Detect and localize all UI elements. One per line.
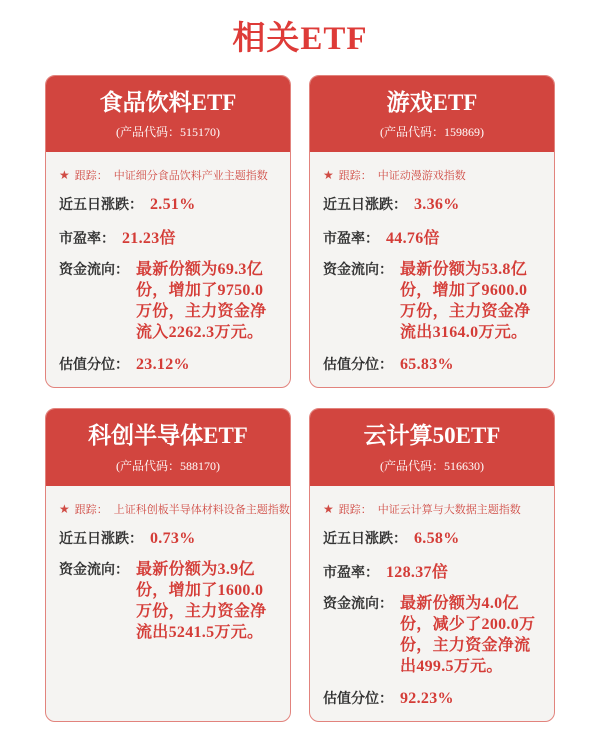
page-title: 相关ETF xyxy=(232,19,368,57)
pe-label: 市盈率： xyxy=(323,563,379,580)
card-title: 科创半导体ETF xyxy=(88,422,248,449)
change-5d-row xyxy=(323,528,541,548)
tracking-index: 中证动漫游戏指数 xyxy=(377,170,466,183)
etf-card-food-beverage xyxy=(45,75,291,388)
card-product-code: (产品代码：588170) xyxy=(115,458,220,473)
change-5d-value: 2.51% xyxy=(150,196,196,214)
card-title: 云计算50ETF xyxy=(363,422,501,449)
valuation-label: 估值分位： xyxy=(59,356,129,373)
card-product-code: (产品代码：516630) xyxy=(379,458,484,473)
tracking-label: 跟踪： xyxy=(338,170,372,183)
valuation-label: 估值分位： xyxy=(323,689,393,706)
fund-flow-value: 最新份额为53.8亿份，增加了9600.0万份，主力资金净流出3164.0万元。 xyxy=(400,261,531,342)
pe-label: 市盈率： xyxy=(323,230,379,247)
tracking-row xyxy=(323,167,541,183)
change-5d-label: 近五日涨跌： xyxy=(323,196,407,213)
card-body xyxy=(46,486,290,656)
pe-value: 128.37倍 xyxy=(386,563,449,581)
fund-flow-row xyxy=(323,593,541,677)
fund-flow-row xyxy=(59,559,277,643)
fund-flow-row xyxy=(59,259,277,343)
fund-flow-value: 最新份额为69.3亿份，增加了9750.0万份，主力资金净流入2262.3万元。 xyxy=(136,261,267,342)
tracking-index: 上证科创板半导体材料设备主题指数 xyxy=(113,503,290,516)
fund-flow-label: 资金流向： xyxy=(59,261,129,278)
change-5d-value: 3.36% xyxy=(414,196,460,214)
tracking-index: 中证云计算与大数据主题指数 xyxy=(377,503,521,516)
card-product-code: (产品代码：515170) xyxy=(115,125,220,140)
card-title: 游戏ETF xyxy=(386,89,478,115)
change-5d-row xyxy=(59,528,277,548)
fund-flow-value: 最新份额为4.0亿份，减少了200.0万份，主力资金净流出499.5万元。 xyxy=(400,594,536,675)
change-5d-value: 0.73% xyxy=(150,529,196,547)
change-5d-row xyxy=(59,194,277,214)
change-5d-label: 近五日涨跌： xyxy=(323,529,407,546)
tracking-label: 跟踪： xyxy=(74,170,108,183)
card-body xyxy=(310,152,554,387)
etf-card-game xyxy=(309,75,555,388)
tracking-index: 中证细分食品饮料产业主题指数 xyxy=(113,170,268,183)
change-5d-label: 近五日涨跌： xyxy=(59,529,143,546)
valuation-value: 23.12% xyxy=(136,356,190,374)
star-icon: ★ xyxy=(59,501,70,516)
card-header xyxy=(310,76,554,152)
card-header xyxy=(46,76,290,152)
tracking-row xyxy=(323,501,541,517)
fund-flow-value: 最新份额为3.9亿份，增加了1600.0万份，主力资金净流出5241.5万元。 xyxy=(136,560,267,641)
valuation-row xyxy=(323,354,541,374)
star-icon: ★ xyxy=(323,501,334,516)
card-body xyxy=(46,152,290,387)
card-header xyxy=(310,409,554,485)
tracking-label: 跟踪： xyxy=(74,503,108,516)
card-body xyxy=(310,486,554,721)
change-5d-row xyxy=(323,194,541,214)
pe-label: 市盈率： xyxy=(59,230,115,247)
fund-flow-label: 资金流向： xyxy=(59,560,129,577)
star-icon: ★ xyxy=(323,168,334,183)
valuation-row xyxy=(323,688,541,708)
pe-value: 21.23倍 xyxy=(122,230,176,248)
star-icon: ★ xyxy=(59,168,70,183)
valuation-value: 65.83% xyxy=(400,356,454,374)
card-header xyxy=(46,409,290,485)
fund-flow-label: 资金流向： xyxy=(323,261,393,278)
fund-flow-row xyxy=(323,259,541,343)
card-title: 食品饮料ETF xyxy=(99,89,237,115)
tracking-row xyxy=(59,501,290,517)
pe-value: 44.76倍 xyxy=(386,230,440,248)
etf-card-cloud-computing-50 xyxy=(309,408,555,721)
valuation-value: 92.23% xyxy=(400,689,454,707)
fund-flow-label: 资金流向： xyxy=(323,594,393,611)
valuation-row xyxy=(59,354,277,374)
valuation-label: 估值分位： xyxy=(323,356,393,373)
card-product-code: (产品代码：159869) xyxy=(379,125,484,140)
tracking-label: 跟踪： xyxy=(338,503,372,516)
change-5d-value: 6.58% xyxy=(414,529,460,547)
pe-row xyxy=(59,225,277,248)
change-5d-label: 近五日涨跌： xyxy=(59,196,143,213)
etf-cards-grid xyxy=(0,59,600,734)
tracking-row xyxy=(59,167,277,183)
pe-row xyxy=(323,559,541,582)
etf-card-star-semiconductor xyxy=(45,408,291,721)
pe-row xyxy=(323,225,541,248)
